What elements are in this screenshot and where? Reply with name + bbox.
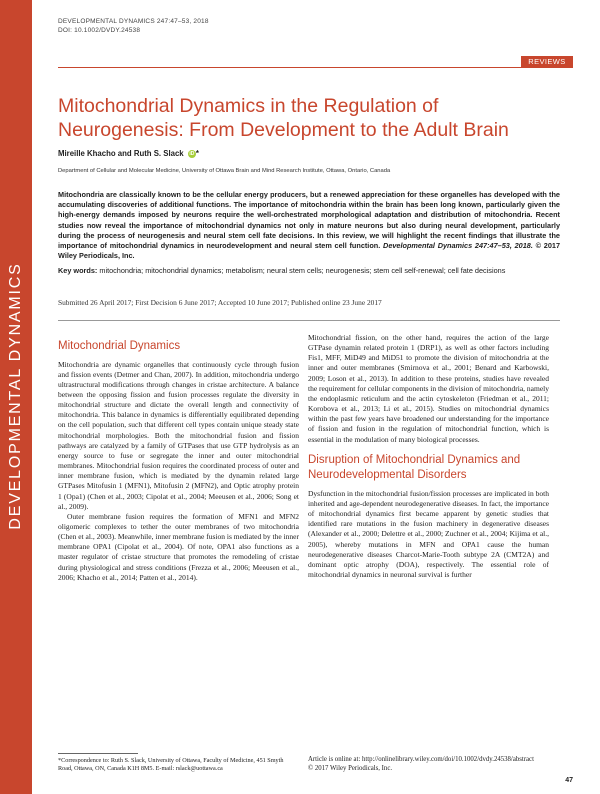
journal-header — [58, 17, 209, 35]
keywords-text: mitochondria; mitochondrial dynamics; metabolism; neural stem cells; neurogenesis; stem cell self-renewal; cell fate decisions — [99, 266, 506, 275]
journal-sidebar — [0, 0, 32, 794]
right-column — [308, 333, 549, 580]
affiliation: Department of Cellular and Molecular Medicine, University of Ottawa Brain and Mind Research Institute, Ottawa, Ontario, Canada — [58, 168, 391, 174]
footer-copyright: © 2017 Wiley Periodicals, Inc. — [308, 764, 393, 772]
body-divider — [58, 320, 560, 321]
doi-line: DOI: 10.1002/DVDY.24538 — [58, 27, 141, 34]
journal-vertical-label: DEVELOPMENTAL DYNAMICS — [7, 262, 24, 530]
author-names: Mireille Khacho and Ruth S. Slack — [58, 149, 184, 158]
abstract-copyright: © 2017 Wiley Periodicals, Inc. — [58, 241, 561, 261]
abstract — [58, 190, 560, 261]
paragraph: Mitochondria are dynamic organelles that continuously cycle through fusion and fission events (Detmer and Chan, 2007). In addition, mitochondria undergo ultrastructural modifications through changes in cristae architecture. A balance between the opposing fission and fusion processes regulate the diversity in mitochondrial structure and dictate the overall length and connectivity of mitochondria. This balance in dynamics is differentially equilibrated depending on the cell population, such that different cell types contain unique steady state mitochondrial morphologies. Both the mitochondrial fusion and fission pathways are catalyzed by a family of GTPases that use GTP hydrolysis as an energy source to fuse or segregate the inner and outer mitochondrial membranes. Mitochondrial fusion requires the coordinated process of outer and inner membrane fusion, which is mediated by the dynamin related large GTPases Mitofusin 1 (MFN1), Mitofusin 2 (MFN2), and Optic atrophy protein 1 (Opa1) (Chen et al., 2003; Cipolat et al., 2004; Meeusen et al., 2006; Song et al., 2009). — [58, 359, 299, 511]
corresponding-mark: * — [195, 149, 199, 158]
abstract-text: Mitochondria are classically known to be the cellular energy producers, but a renewed appreciation for these organelles has developed with the accumulating discoveries of additional functions. The importance of mitochondria within the brain has been long known, particularly given the high-energy demands imposed by neurons require the well-orchestrated morphological adaptation and distribution of mitochondria. Recent studies now reveal the importance of mitochondrial dynamics not only in mature neurons but also during neural development, particularly during the process of neurogenesis and neural stem cell fate decisions. In this review, we will highlight the recent findings that illustrate the importance of mitochondrial dynamics in neurodevelopment and neural stem cell function. — [58, 190, 560, 251]
header-rule — [58, 67, 573, 68]
article-online-link[interactable]: Article is online at: http://onlinelibrary.wiley.com/doi/10.1002/dvdy.24538/abstract — [308, 756, 534, 763]
section-tag: REVIEWS — [521, 56, 573, 68]
journal-citation-line: DEVELOPMENTAL DYNAMICS 247:47–53, 2018 — [58, 18, 209, 25]
submission-dates: Submitted 26 April 2017; First Decision 6 June 2017; Accepted 10 June 2017; Published online 23 June 2017 — [58, 298, 382, 307]
section-heading-mitochondrial-dynamics: Mitochondrial Dynamics — [58, 340, 181, 352]
author-line — [58, 149, 199, 158]
section-heading-disruption: Disruption of Mitochondrial Dynamics and Neurodevelopmental Disorders — [308, 453, 521, 482]
orcid-icon[interactable]: iD — [189, 150, 195, 157]
page-number: 47 — [565, 777, 573, 784]
paragraph: Outer membrane fusion requires the formation of MFN1 and MFN2 oligomeric complexes to tether the outer membranes of two mitochondria (Chen et al., 2003). Meanwhile, inner membrane fusion is mediated by the inner membrane OPA1 (Cipolat et al., 2004). Of note, OPA1 also functions as a master regulator of cristae structure that promotes the remodeling of cristae during physiological and stress conditions (Frezza et al., 2006; Meeusen et al., 2006; Khacho et al., 2014; Patten et al., 2014). — [58, 511, 299, 582]
article-title: Mitochondrial Dynamics in the Regulation of Neurogenesis: From Development to the Adult Brain — [58, 95, 509, 141]
paragraph: Dysfunction in the mitochondrial fusion/fission processes are implicated in both inherited and age-dependent neurodegenerative diseases. In fact, the importance of mitochondrial dynamics first became apparent by genetic studies that identified rare mutations in the fusion machinery in degenerative diseases (Alexander et al., 2000; Delettre et al., 2000; Zuchner et al., 2004; Kijima et al., 2005), whereby mutations in MFN and OPA1 cause the human neurodegenerative diseases Charcot-Marie-Tooth subtype 2A (CMT2A) and dominant optic atrophy (DOA), respectively. The essential role of mitochondrial dynamics in neuronal survival is further — [308, 488, 549, 579]
paragraph: Mitochondrial fission, on the other hand, requires the action of the large GTPase dynamin related protein 1 (DRP1), as well as other factors including Fis1, MFF, MiD49 and MiD51 to promote the division of mitochondria at the inner and outer membranes (Smirnova et al., 2001; Benard and Karbowski, 2009; Loson et al., 2013). In addition to these proteins, studies have revealed the requirement for cellular components in the division of mitochondria, namely the endoplasmic reticulum and the actin cytoskeleton (Friedman et al., 2011; Korobova et al., 2013; Li et al., 2015). Studies on mitochondrial dynamics within the past few years have broadened our understanding for the importance of fission and fusion in the regulation of mitochondrial function, which is essential in the modulation of many biological processes. — [308, 333, 549, 444]
article-online-note — [308, 756, 548, 774]
footnote-rule — [58, 753, 138, 754]
keywords — [58, 266, 560, 276]
abstract-citation: Developmental Dynamics 247:47–53, 2018. — [383, 241, 533, 251]
left-column — [58, 339, 299, 583]
correspondence-footnote: *Correspondence to: Ruth S. Slack, University of Ottawa, Faculty of Medicine, 451 Smyth Road, Ottawa, ON, Canada K1H 8M5. E-mail: rslack@uottawa.ca — [58, 757, 284, 773]
keywords-label: Key words: — [58, 266, 98, 275]
